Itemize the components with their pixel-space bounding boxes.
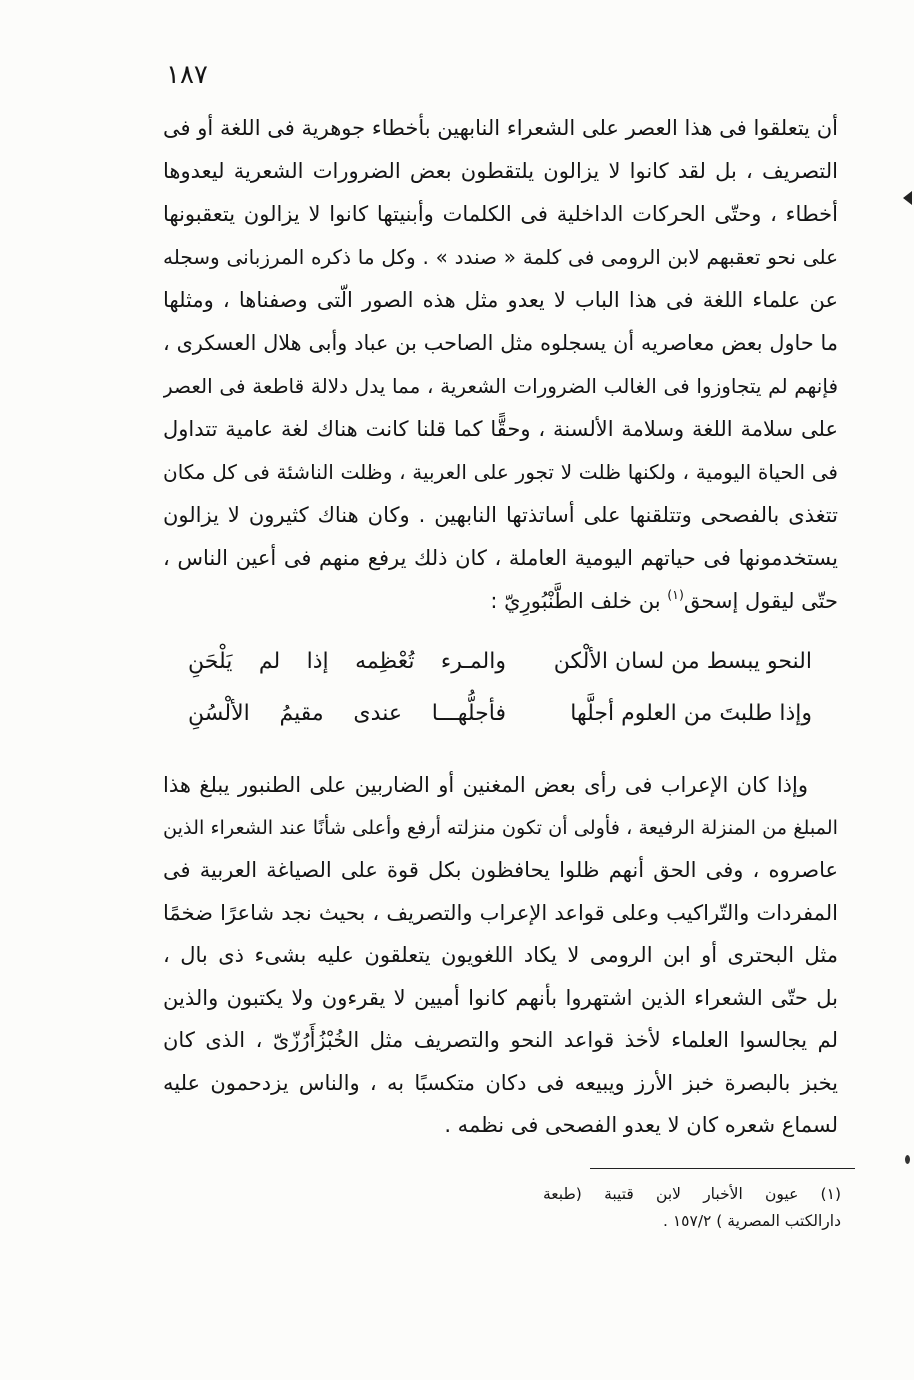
body-line-last: لسماع شعره كان لا يعدو الفصحى فى نظمه .	[444, 1113, 838, 1137]
body-line: عاصروه ، وفى الحق أنهم ظلوا يحافظون بكل قوة على الصياغة العربية فى	[163, 858, 838, 882]
body-line: وإذا كان الإعراب فى رأى بعض المغنين أو الضاربين على الطنبور يبلغ هذا	[163, 773, 808, 797]
body-line: على سلامة اللغة وسلامة الألسنة ، وحقًّا كما قلنا كانت هناك لغة عامية تتداول	[163, 417, 838, 441]
hemistich-first: النحو يبسط من لسان الألْكن	[553, 649, 812, 674]
body-line: فإنهم لم يتجاوزوا فى الغالب الضرورات الشعرية ، مما يدل دلالة قاطعة فى العصر	[163, 374, 838, 398]
poem-verse	[0, 688, 914, 740]
body-line: لم يجالسوا العلماء لأخذ قواعد النحو والتصريف مثل الخُبْزُأَرُزّىّ ، الذى كان	[163, 1028, 838, 1052]
hemistich-first: وإذا طلبتَ من العلوم أجلَّها	[570, 701, 812, 726]
scan-mark-triangle	[903, 191, 912, 205]
body-line: مثل البحترى أو ابن الرومى لا يكاد اللغويون يتعلقون عليه بشىء ذى بال ،	[163, 943, 838, 967]
body-line: عن علماء اللغة فى هذا الباب لا يعدو مثل هذه الصور الّتى وصفناها ، ومثلها	[163, 288, 838, 312]
body-line: أخطاء ، وحتّى الحركات الداخلية فى الكلمات وأبنيتها كانوا لا يزالون يتعقبونها	[163, 202, 838, 226]
body-line: تتغذى بالفصحى وتتلقنها على أساتذتها النابهين . وكان هناك كثيرون لا يزالون	[163, 503, 838, 527]
hemistich-second: والمـرء تُعْظِمه إذا لم يَلْحَنِ	[188, 649, 506, 674]
poem	[0, 636, 914, 740]
paragraph-1	[163, 107, 838, 623]
body-line: يخبز بالبصرة خبز الأرز ويبيعه فى دكان متكسبًا به ، والناس يزدحمون عليه	[163, 1070, 838, 1095]
footnote-marker: (١)	[667, 587, 684, 603]
body-line: فى الحياة اليومية ، ولكنها ظلت لا تجور على العربية ، وظلت الناشئة فى كل مكان	[163, 460, 838, 484]
paragraph-2	[163, 764, 838, 1147]
body-line: المفردات والتّراكيب وعلى قواعد الإعراب والتصريف ، بحيث نجد شاعرًا ضخمًا	[163, 900, 838, 925]
footnote-line: (١) عيون الأخبار لابن قتيبة (طبعة	[543, 1185, 841, 1203]
body-line: ما حاول بعض معاصريه أن يسجلوه مثل الصاحب بن عباد وأبى هلال العسكرى ،	[163, 331, 838, 355]
footnote-line: دارالكتب المصرية ) ١٥٧/٢ .	[662, 1212, 841, 1230]
page-number: ١٨٧	[166, 60, 208, 90]
body-line: التصريف ، بل لقد كانوا لا يزالون يلتقطون بعض الضرورات الشعرية ليعدوها	[163, 159, 838, 183]
body-line-last	[163, 580, 838, 623]
body-line: بل حتّى الشعراء الذين اشتهروا بأنهم كانوا أميين لا يقرءون ولا يكتبون والذين	[163, 985, 838, 1010]
body-text: حتّى ليقول إسحق	[683, 589, 838, 613]
body-line: أن يتعلقوا فى هذا العصر على الشعراء النابهين بأخطاء جوهرية فى اللغة أو فى	[163, 116, 838, 140]
footnote	[543, 1181, 841, 1235]
hemistich-second: فأجلُّهـــا عندى مقيمُ الألْسُنِ	[188, 701, 506, 726]
body-line: يستخدمونها فى حياتهم اليومية العاملة ، كان ذلك يرفع منهم فى أعين الناس ،	[163, 546, 838, 570]
scan-mark-dot	[905, 1155, 910, 1164]
body-text: بن خلف الطَّنْبُورِيّ :	[490, 589, 668, 613]
footnote-rule	[590, 1168, 855, 1169]
poem-verse	[0, 636, 914, 688]
body-line: على نحو تعقبهم لابن الرومى فى كلمة « صندد » . وكل ما ذكره المرزبانى وسجله	[163, 245, 838, 269]
body-line: المبلغ من المنزلة الرفيعة ، فأولى أن تكون منزلته أرفع وأعلى شأنًا عند الشعراء الذين	[163, 815, 838, 839]
